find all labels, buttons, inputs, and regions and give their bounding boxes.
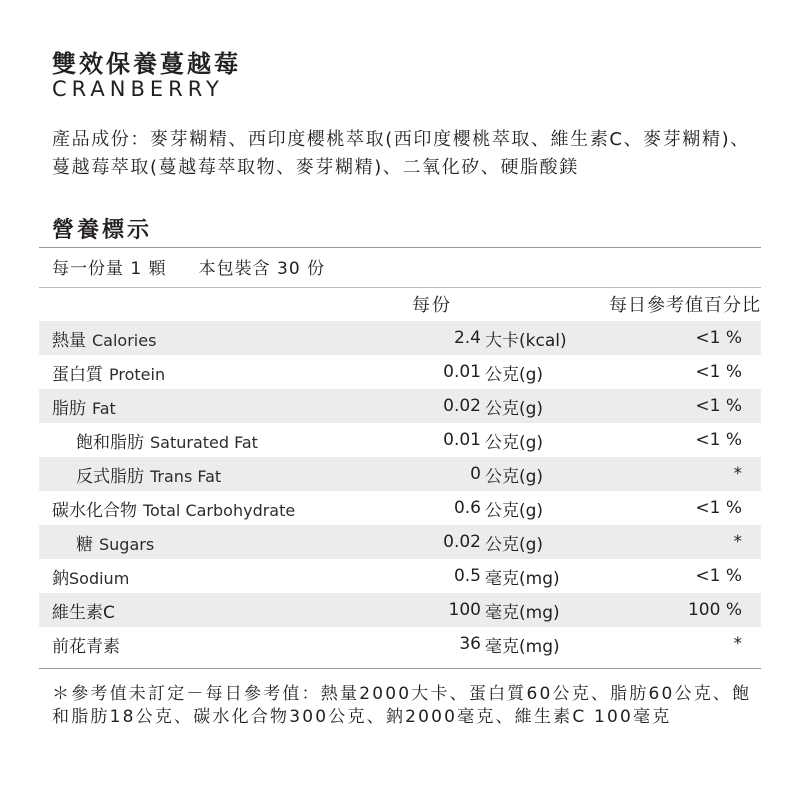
nutrient-name-zh: 熱量 bbox=[52, 330, 86, 351]
table-row bbox=[39, 355, 761, 389]
nutrient-amount: 0.01 bbox=[443, 362, 481, 382]
nutrient-daily-value: <1 % bbox=[625, 321, 761, 355]
table-row bbox=[39, 321, 761, 355]
table-row bbox=[39, 389, 761, 423]
nutrient-daily-value: * bbox=[625, 525, 761, 559]
nutrient-daily-value: * bbox=[733, 634, 742, 654]
nutrient-name bbox=[39, 423, 376, 457]
serving-size: 每一份量 1 顆 bbox=[52, 259, 167, 279]
nutrient-name bbox=[39, 593, 376, 627]
divider bbox=[39, 668, 761, 669]
nutrient-name-zh: 反式脂肪 bbox=[76, 466, 144, 487]
nutrient-name-en: Saturated Fat bbox=[150, 432, 258, 452]
divider bbox=[39, 287, 761, 288]
nutrition-title: 營養標示 bbox=[52, 218, 153, 243]
nutrient-daily-value: <1 % bbox=[695, 498, 742, 518]
nutrient-name-zh: 脂肪 bbox=[52, 398, 86, 419]
nutrient-daily-value: * bbox=[625, 457, 761, 491]
table-row bbox=[39, 559, 761, 593]
nutrient-name-en: Sugars bbox=[99, 534, 155, 554]
ingredients-text: 產品成份：麥芽糊精、西印度櫻桃萃取(西印度櫻桃萃取、維生素C、麥芽糊精)、蔓越莓萃取(蔓越莓萃取物、麥芽糊精)、二氧化矽、硬脂酸鎂 bbox=[52, 129, 750, 178]
nutrient-name-zh: 糖 bbox=[76, 534, 93, 555]
nutrient-name-en: Total Carbohydrate bbox=[143, 500, 296, 520]
nutrient-name-zh: 飽和脂肪 bbox=[76, 432, 144, 453]
product-subtitle: CRANBERRY bbox=[52, 77, 224, 101]
nutrient-name bbox=[39, 491, 376, 525]
nutrient-daily-value: <1 % bbox=[695, 430, 742, 450]
nutrient-daily-value: <1 % bbox=[625, 389, 761, 423]
nutrient-amount: 0.5 bbox=[453, 566, 481, 586]
nutrient-unit: 毫克(mg) bbox=[485, 568, 560, 589]
table-row bbox=[39, 525, 761, 559]
nutrient-amount: 0 bbox=[376, 457, 481, 491]
nutrient-unit: 毫克(mg) bbox=[481, 593, 625, 627]
nutrition-table bbox=[39, 321, 761, 661]
nutrient-unit: 公克(g) bbox=[481, 525, 625, 559]
nutrient-name-en: Calories bbox=[92, 330, 157, 350]
nutrient-unit: 毫克(mg) bbox=[485, 636, 560, 657]
nutrient-daily-value: <1 % bbox=[695, 566, 742, 586]
nutrient-amount: 2.4 bbox=[376, 321, 481, 355]
nutrient-unit: 公克(g) bbox=[485, 364, 544, 385]
nutrient-name-zh: 蛋白質 bbox=[52, 364, 103, 385]
nutrient-name-en: Fat bbox=[92, 398, 116, 418]
nutrient-daily-value: 100 % bbox=[625, 593, 761, 627]
nutrient-amount: 0.01 bbox=[443, 430, 481, 450]
nutrient-unit: 公克(g) bbox=[481, 389, 625, 423]
nutrient-name-en: Trans Fat bbox=[150, 466, 222, 486]
column-header-per-serving: 每份 bbox=[412, 295, 452, 316]
nutrient-amount: 0.02 bbox=[376, 389, 481, 423]
nutrient-name-zh: 碳水化合物 bbox=[52, 500, 137, 521]
nutrient-amount: 36 bbox=[459, 634, 481, 654]
product-title: 雙效保養蔓越莓 bbox=[52, 50, 241, 78]
nutrient-unit: 大卡(kcal) bbox=[481, 321, 625, 355]
divider bbox=[39, 247, 761, 248]
table-row bbox=[39, 627, 761, 661]
nutrient-name bbox=[39, 389, 376, 423]
nutrient-name bbox=[39, 355, 376, 389]
table-row bbox=[39, 423, 761, 457]
table-row bbox=[39, 593, 761, 627]
table-row bbox=[39, 457, 761, 491]
nutrient-name-en: Sodium bbox=[69, 568, 130, 588]
nutrient-unit: 公克(g) bbox=[485, 500, 544, 521]
nutrient-name bbox=[39, 321, 376, 355]
nutrient-unit: 公克(g) bbox=[481, 457, 625, 491]
nutrient-name-zh: 維生素C bbox=[52, 602, 115, 623]
footnote-text: ＊參考值未訂定－每日參考值：熱量2000大卡、蛋白質60公克、脂肪60公克、飽和脂肪18公克、碳水化合物300公克、鈉2000毫克、維生素C 100毫克 bbox=[52, 684, 752, 727]
nutrient-daily-value: <1 % bbox=[695, 362, 742, 382]
servings-per-package: 本包裝含 30 份 bbox=[198, 259, 326, 279]
nutrient-name bbox=[39, 457, 376, 491]
nutrient-name-zh: 前花青素 bbox=[52, 636, 120, 657]
nutrient-amount: 0.02 bbox=[376, 525, 481, 559]
serving-info bbox=[52, 254, 325, 279]
nutrient-unit: 公克(g) bbox=[485, 432, 544, 453]
column-header-daily-value: 每日參考值百分比 bbox=[609, 295, 761, 316]
nutrient-name bbox=[39, 627, 376, 661]
nutrient-name-en: Protein bbox=[109, 364, 166, 384]
nutrient-name bbox=[39, 525, 376, 559]
nutrient-name bbox=[39, 559, 376, 593]
nutrient-amount: 100 bbox=[376, 593, 481, 627]
nutrient-amount: 0.6 bbox=[453, 498, 481, 518]
nutrient-name-zh: 鈉 bbox=[52, 568, 69, 589]
table-row bbox=[39, 491, 761, 525]
